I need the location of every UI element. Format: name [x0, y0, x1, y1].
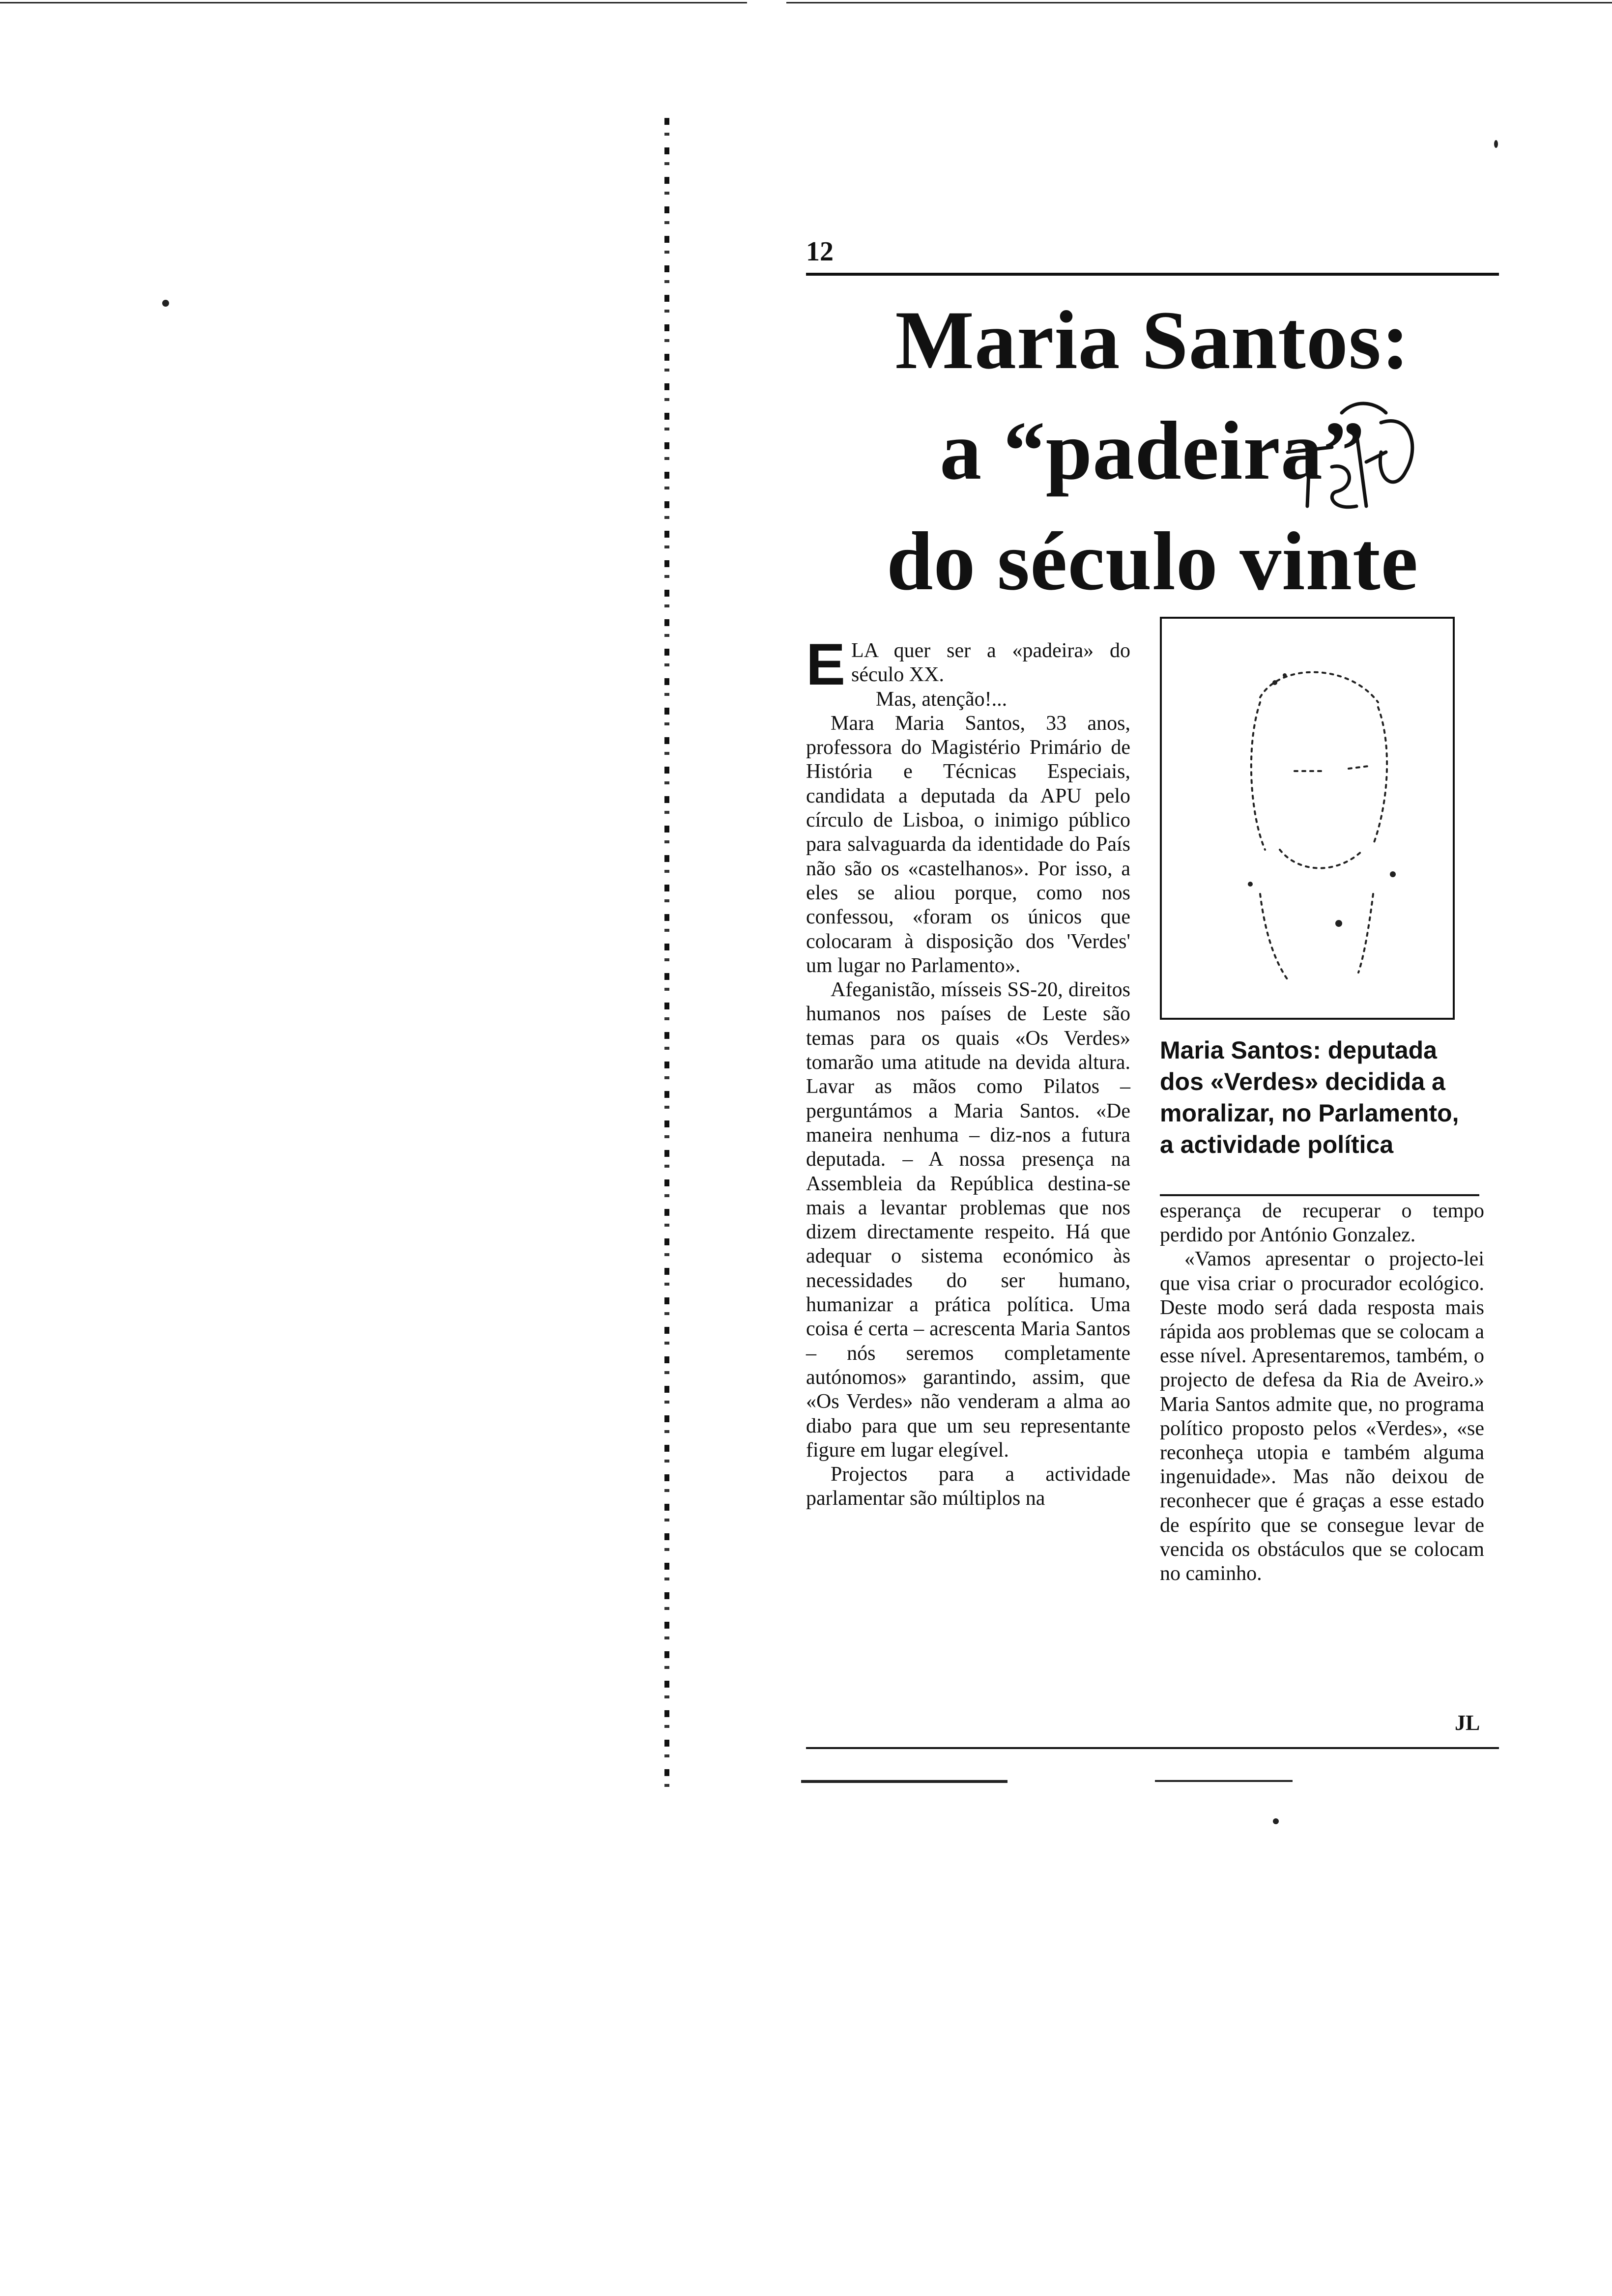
- article-paragraph: Projectos para a actividade parlamentar são múltiplos na: [806, 1463, 1130, 1510]
- scan-speck: [1273, 1818, 1279, 1824]
- article-paragraph: esperança de recuperar o tempo perdido por António Gonzalez.: [1160, 1200, 1484, 1247]
- portrait-photo: [1160, 617, 1455, 1020]
- scan-smudge: [801, 1780, 1008, 1783]
- article-paragraph: ELA quer ser a «padeira» do século XX.: [806, 631, 1130, 697]
- article-paragraph: Mas, atenção!...: [876, 688, 1008, 711]
- article-paragraph: «Vamos apresentar o projecto-lei que visa criar o procurador ecológico. Deste modo será dada resposta mais rápida aos problemas que se colocam a esse nível. Apresentaremos, também, o projecto de defesa da Ria de Aveiro.» Maria Santos admite que, no programa político proposto pelos «Verdes», «se reconheça utopia e também alguma ingenuidade». Mas não deixou de reconhecer que é graças a esse estado de espírito que se consegue levar de vencida os obstáculos que se colocam no caminho.: [1160, 1248, 1484, 1585]
- footer-rule: [806, 1747, 1499, 1749]
- scan-speck: [162, 300, 169, 307]
- scan-edge-line: [0, 2, 747, 3]
- photo-caption: Maria Santos: deputada dos «Verdes» decidida a moralizar, no Parlamento, a actividade política: [1160, 1036, 1459, 1158]
- author-signature: JL: [1455, 1711, 1480, 1735]
- scan-edge-line: [786, 2, 1612, 3]
- portrait-sketch: [1162, 619, 1453, 1018]
- article-paragraph: Afeganistão, mísseis SS-20, direitos humanos nos países de Leste são temas para os quais «Os Verdes» tomarão uma atitude na devida altura. Lavar as mãos como Pilatos – perguntámos a Maria Santos. «De maneira nenhuma – diz-nos a futura deputada. – A nossa presença na Assembleia da República destina-se mais a levantar problemas que nos dizem directamente respeito. Há que adequar o sistema económico às necessidades do ser humano, humanizar a prática política. Uma coisa é certa – acrescenta Maria Santos – nós seremos completamente autónomos» garantindo, assim, que «Os Verdes» não venderam a alma ao diabo para que um seu representante figure em lugar elegível.: [806, 978, 1130, 1462]
- headline-line-3: do século vinte: [886, 515, 1419, 607]
- handwritten-stamp: [1258, 393, 1425, 531]
- headline-line-2: a “padeira”: [940, 404, 1365, 497]
- article-column-right: [1160, 1199, 1484, 1586]
- page-number: 12: [806, 236, 834, 267]
- header-rule: [806, 273, 1499, 276]
- caption-rule: [1160, 1194, 1479, 1196]
- torn-page-edge: [659, 118, 678, 1789]
- article-paragraph: Mara Maria Santos, 33 anos, professora do Magistério Primário de História e Técnicas Especiais, candidata a deputada da APU pelo círculo de Lisboa, o inimigo público para salvaguarda da identidade do País não são os «castelhanos». Por isso, a eles se aliou porque, como nos confessou, «foram os únicos que colocaram à disposição dos 'Verdes' um lugar no Parlamento».: [806, 712, 1130, 977]
- scan-speck: [1494, 140, 1498, 148]
- drop-cap: E: [806, 631, 846, 697]
- headline-line-1: Maria Santos:: [895, 294, 1410, 386]
- scan-smudge: [1155, 1780, 1293, 1782]
- article-column-left: [806, 631, 1130, 1511]
